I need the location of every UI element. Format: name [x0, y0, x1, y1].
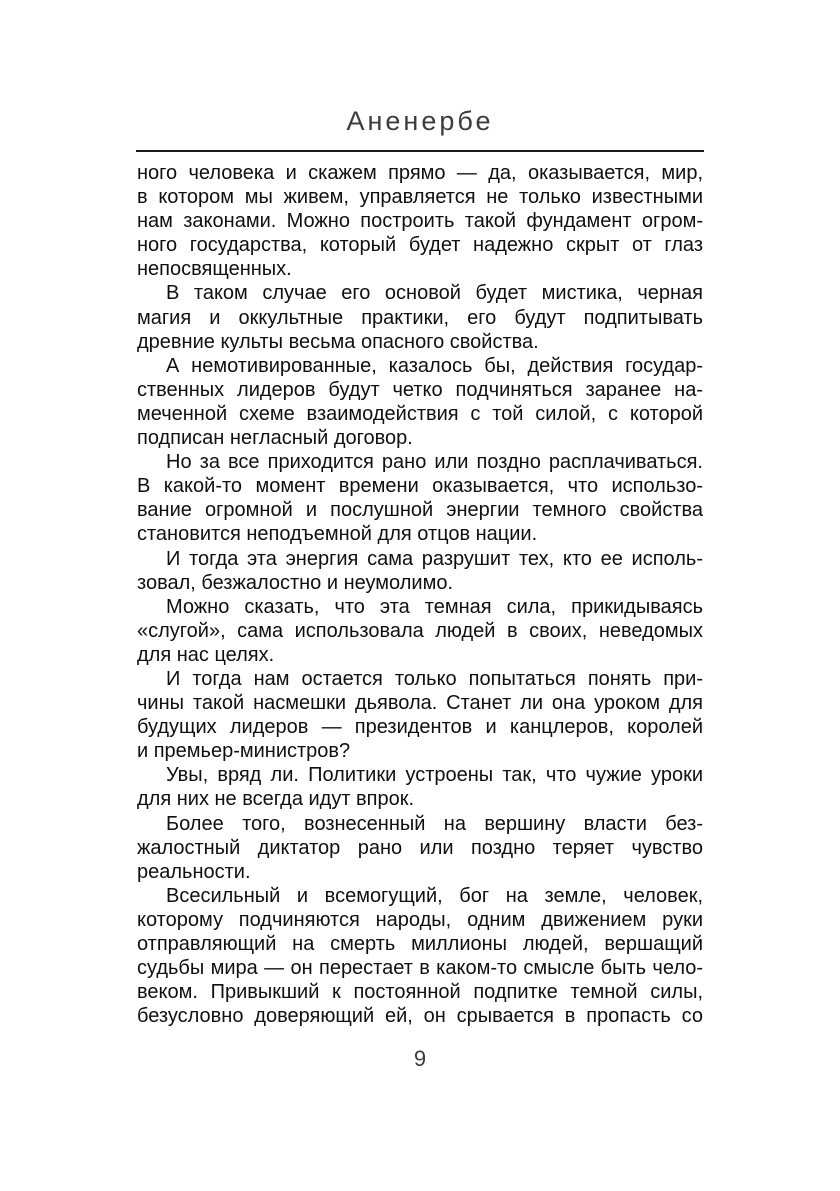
- text-line: для них не всегда идут впрок.: [137, 788, 415, 811]
- text-line: И тогда эта энергия сама разрушит тех, кто ее исполь-: [166, 547, 703, 570]
- text-line: древние культы весьма опасного свойства.: [137, 330, 539, 353]
- text-line: меченной схеме взаимодействия с той силой, с которой: [137, 402, 703, 425]
- text-line: магия и оккультные практики, его будут подпитывать: [137, 306, 703, 329]
- page-number: 9: [413, 1046, 427, 1071]
- text-line: безусловно доверяющий ей, он срывается в пропасть со: [137, 1005, 703, 1028]
- text-line: чины такой насмешки дьявола. Станет ли она уроком для: [137, 692, 703, 715]
- text-line: В какой-то момент времени оказывается, что использо-: [137, 475, 703, 498]
- text-line: отправляющий на смерть миллионы людей, вершащий: [137, 933, 703, 955]
- text-line: ного государства, который будет надежно скрыт от глаз: [137, 234, 703, 257]
- text-line: А немотивированные, казалось бы, действия государ-: [166, 354, 703, 377]
- body-text: [137, 161, 703, 1028]
- text-line: И тогда нам остается только попытаться понять при-: [166, 667, 703, 690]
- text-line: ственных лидеров будут четко подчиняться заранее на-: [137, 378, 703, 401]
- text-line: непосвященных.: [137, 258, 292, 281]
- header-rule-divider: [136, 150, 704, 152]
- text-line: Всесильный и всемогущий, бог на земле, человек,: [166, 884, 703, 907]
- text-line: В таком случае его основой будет мистика, черная: [166, 282, 703, 305]
- text-line: вание огромной и послушной энергии темного свойства: [137, 499, 703, 522]
- text-line: Увы, вряд ли. Политики устроены так, что чужие уроки: [166, 764, 703, 787]
- text-line: судьбы мира — он перестает в каком-то смысле быть чело-: [137, 957, 703, 980]
- text-line: «слугой», сама использовала людей в своих, неведомых: [137, 619, 703, 642]
- text-line: в котором мы живем, управляется не только известными: [137, 186, 703, 209]
- text-line: жалостный диктатор рано или поздно теряет чувство: [137, 836, 703, 859]
- text-line: нам законами. Можно построить такой фундамент огром-: [137, 210, 703, 233]
- text-line: реальности.: [137, 860, 251, 883]
- text-line: Более того, вознесенный на вершину власти без-: [166, 812, 703, 835]
- running-head-title: Аненербе: [346, 106, 494, 136]
- text-line: будущих лидеров — президентов и канцлеров, королей: [137, 716, 703, 739]
- text-line: становится неподъемной для отцов нации.: [137, 523, 538, 546]
- text-line: ного человека и скажем прямо — да, оказывается, мир,: [137, 162, 703, 184]
- text-line: веком. Привыкший к постоянной подпитке темной силы,: [137, 981, 703, 1004]
- text-line: которому подчиняются народы, одним движением руки: [137, 908, 703, 931]
- text-line: подписан негласный договор.: [137, 427, 413, 450]
- text-line: Но за все приходится рано или поздно расплачиваться.: [166, 451, 703, 474]
- text-line: и премьер-министров?: [137, 740, 351, 763]
- text-line: для нас целях.: [137, 643, 275, 666]
- text-line: Можно сказать, что эта темная сила, прикидываясь: [166, 595, 703, 618]
- text-line: зовал, безжалостно и неумолимо.: [137, 571, 454, 594]
